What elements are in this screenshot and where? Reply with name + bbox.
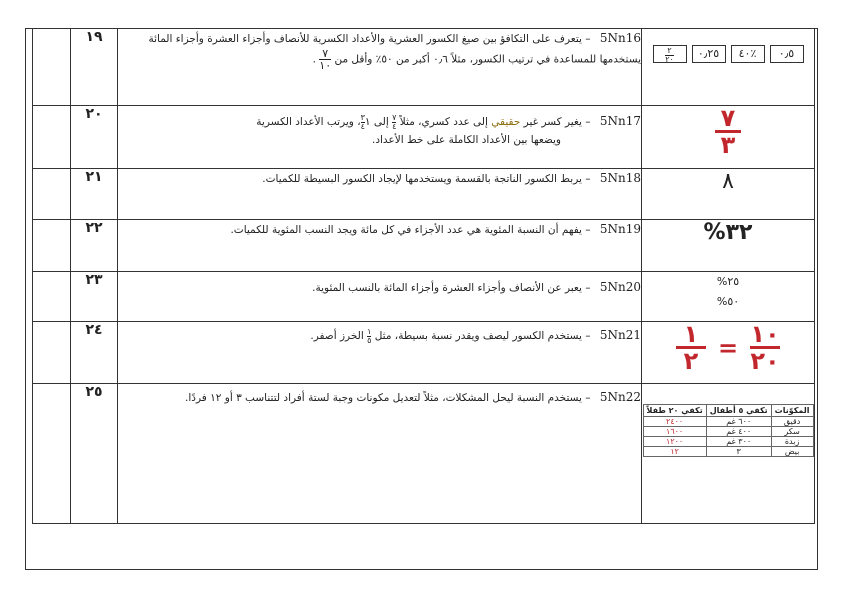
answer-cell bbox=[642, 322, 815, 384]
row-number: ٢٣ bbox=[71, 272, 118, 322]
column-header: المكوّنات bbox=[771, 405, 813, 417]
outcome-code: 5Nn21 bbox=[599, 328, 641, 342]
row-number: ٢٥ bbox=[71, 384, 118, 524]
answer-fraction: $\frac{١٠}{٢٠}$ bbox=[750, 320, 780, 375]
outcome-description: 5Nn21 – يستخدم الكسور ليصف ويقدر نسبة بسيطة، مثل $\frac{١}{٥}$ الخرز أصفر. bbox=[118, 322, 642, 384]
fraction: $\frac{٧}{١٠}$ bbox=[319, 47, 332, 72]
column-header: تكفي ٥ أطفال bbox=[706, 405, 771, 417]
answer-value: ٨ bbox=[642, 169, 815, 220]
outcome-code: 5Nn18 bbox=[599, 171, 641, 185]
answer-cell bbox=[642, 29, 815, 106]
outcome-description: 5Nn19 – يفهم أن النسبة المئوية هي عدد الأجزاء في كل مائة ويجد النسب المئوية للكميات. bbox=[118, 220, 642, 272]
table-row: سكر ٤٠٠ غم ١٦٠٠ bbox=[643, 427, 813, 437]
answer-cell bbox=[642, 384, 815, 524]
column-header: تكفي ٢٠ طفلاً bbox=[643, 405, 706, 417]
outcome-description: 5Nn20 – يعبر عن الأنصاف وأجزاء العشرة وأجزاء المائة بالنسب المئوية. bbox=[118, 272, 642, 322]
outcome-description: 5Nn16 – يتعرف على التكافؤ بين صيغ الكسور العشرية والأعداد الكسرية للأنصاف وأجزاء العشرة وأجزاء المائة يستخدمها للمساعدة في ترتيب الكسور، مثلاً ٠٫٦ أكبر من ٥٠٪ وأقل من $\frac{٧}{١٠}$ . bbox=[118, 29, 642, 106]
table-row: زبدة ٣٠٠ غم ١٢٠٠ bbox=[643, 437, 813, 447]
answer-box: ٠٫٢٥ bbox=[692, 45, 726, 63]
outcome-code: 5Nn22 bbox=[599, 390, 641, 404]
table-row bbox=[33, 220, 815, 272]
outcome-code: 5Nn16 bbox=[599, 31, 641, 45]
equals-sign: = bbox=[717, 333, 739, 362]
outcome-description: 5Nn17 – يغير كسر غير حقيقي إلى عدد كسري، مثلاً $\frac{٧}{٤}$ إلى ١ $\frac{٣}{٤}$ ، ويرتب الأعداد الكسرية ويضعها بين الأعداد الكاملة على خط الأعداد. bbox=[118, 106, 642, 169]
answer-fraction: $\frac{٧}{٣}$ bbox=[715, 106, 741, 157]
table-row: بيض ٣ ١٢ bbox=[643, 447, 813, 457]
outcome-code: 5Nn17 bbox=[599, 114, 641, 128]
row-number: ٢١ bbox=[71, 169, 118, 220]
table-row bbox=[33, 322, 815, 384]
table-row bbox=[33, 106, 815, 169]
row-number: ١٩ bbox=[71, 29, 118, 106]
row-number: ٢٢ bbox=[71, 220, 118, 272]
table-row bbox=[33, 169, 815, 220]
table-row bbox=[33, 272, 815, 322]
outcomes-table bbox=[32, 28, 815, 524]
answer-box: ٤٠٪ bbox=[731, 45, 765, 63]
ingredients-table bbox=[643, 404, 814, 457]
answer-boxes bbox=[642, 45, 814, 63]
answer-line: %٥٠ bbox=[716, 295, 740, 308]
answer-fraction: $\frac{١}{٢}$ bbox=[676, 322, 706, 373]
answer-cell bbox=[642, 106, 815, 169]
answer-box: ٠٫٥ bbox=[770, 45, 804, 63]
table-row: دقيق ٦٠٠ غم ٢٤٠٠ bbox=[643, 417, 813, 427]
outcome-description: 5Nn22 – يستخدم النسبة ليحل المشكلات، مثلاً لتعديل مكونات وجبة لستة أفراد لتتناسب ٣ أو ١٢ فردًا. bbox=[118, 384, 642, 524]
answer-line: %٢٥ bbox=[716, 275, 740, 288]
answer-box: $\frac{٢}{٢٠}$ bbox=[653, 45, 687, 63]
outcome-description: 5Nn18 – يربط الكسور الناتجة بالقسمة ويستخدمها لإيجاد الكسور البسيطة للكميات. bbox=[118, 169, 642, 220]
row-number: ٢٤ bbox=[71, 322, 118, 384]
answer-cell bbox=[642, 272, 815, 322]
table-row bbox=[33, 384, 815, 524]
table-row bbox=[33, 29, 815, 106]
row-number: ٢٠ bbox=[71, 106, 118, 169]
outcome-code: 5Nn20 bbox=[599, 280, 641, 294]
outcome-code: 5Nn19 bbox=[599, 222, 641, 236]
answer-value: %٣٢ bbox=[642, 220, 815, 272]
